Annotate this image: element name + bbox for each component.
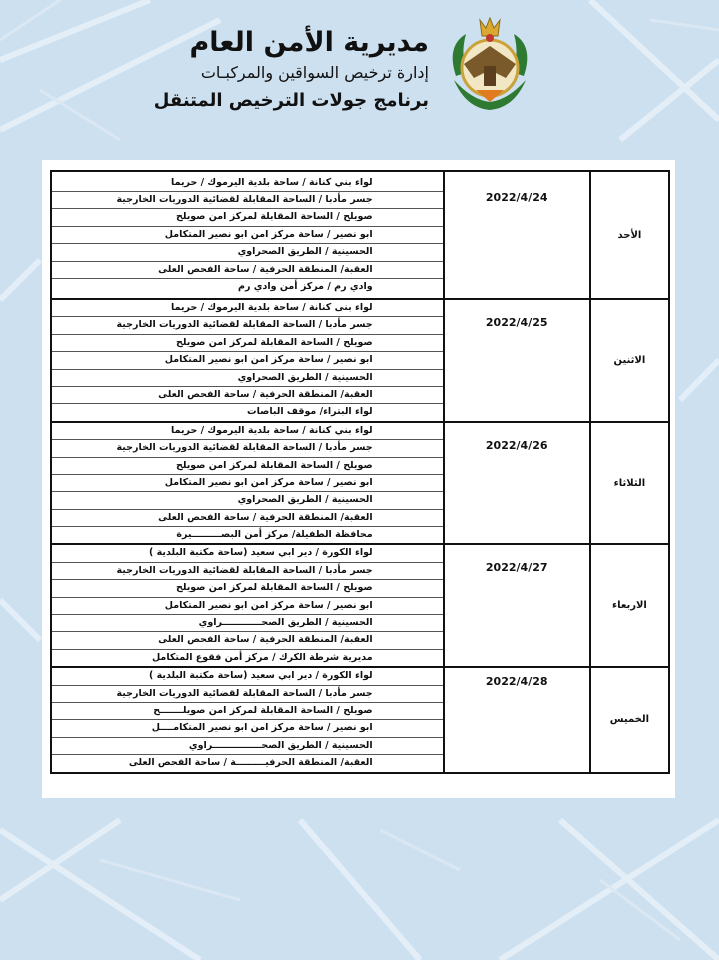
locations-cell <box>51 667 444 772</box>
location-item: مديرية شرطة الكرك / مركز أمن فقوع المتكامل <box>151 651 373 663</box>
date-label: 2022/4/24 <box>485 190 548 204</box>
location-item: العقبة/ المنطقة الحرفية / ساحة الفحص العلى <box>52 262 443 279</box>
schedule-row <box>51 667 669 772</box>
locations-cell <box>51 299 444 422</box>
directorate-title: مديرية الأمن العام <box>189 27 429 58</box>
day-cell <box>590 299 669 422</box>
location-item: صويلح / الساحة المقابلة لمركز امن صويلـــــــح <box>52 703 443 720</box>
location-item: العقبة/ المنطقة الحرفية / ساحة الفحص العلى <box>52 387 443 404</box>
location-item: لواء بني كنانة / ساحة بلدية اليرموك / حريما <box>52 423 443 440</box>
location-item: جسر مأدبا / الساحة المقابلة لقضائية الدوريات الخارجية <box>52 563 443 580</box>
day-label: الثلاثاء <box>613 477 646 489</box>
day-cell <box>590 171 669 299</box>
location-item: صويلح / الساحة المقابلة لمركز امن صويلح <box>52 458 443 475</box>
schedule-row <box>51 171 669 299</box>
location-item: صويلح / الساحة المقابلة لمركز امن صويلح <box>52 209 443 226</box>
location-item: صويلح / الساحة المقابلة لمركز امن صويلح <box>52 335 443 352</box>
location-item: الحسينية / الطريق الصحـــــــــــــــراوي <box>52 738 443 755</box>
locations-cell <box>51 422 444 545</box>
date-cell <box>444 544 590 667</box>
date-cell <box>444 422 590 545</box>
locations-cell <box>51 171 444 299</box>
date-cell <box>444 667 590 772</box>
location-item: لواء الكورة / دير ابي سعيد (ساحة مكتبة البلدية ) <box>52 545 443 562</box>
schedule-row <box>51 299 669 422</box>
day-label: الاربعاء <box>611 600 647 612</box>
department-subtitle: إدارة ترخيص السواقين والمركبـات <box>200 63 429 82</box>
location-item: جسر مأدبا / الساحة المقابلة لقضائية الدوريات الخارجية <box>52 686 443 703</box>
location-item: صويلح / الساحة المقابلة لمركز امن صويلح <box>52 580 443 597</box>
location-item: الحسينية / الطريق الصحراوي <box>52 244 443 261</box>
day-cell <box>590 667 669 772</box>
location-item: جسر مأدبا / الساحة المقابلة لقضائية الدوريات الخارجية <box>52 440 443 457</box>
day-cell <box>590 544 669 667</box>
location-item: وادي رم / مركز أمن وادي رم <box>238 280 373 292</box>
date-label: 2022/4/26 <box>485 438 548 452</box>
location-item: العقبة/ المنطقة الحرفية / ساحة الفحص العلى <box>52 510 443 527</box>
location-item: جسر مأدبا / الساحة المقابلة لقضائية الدوريات الخارجية <box>52 192 443 209</box>
schedule-row <box>51 544 669 667</box>
location-item: الحسينية / الطريق الصحراوي <box>52 492 443 509</box>
location-item: لواء بنى كنانة / ساحة بلدية اليرموك / حريما <box>52 300 443 317</box>
location-item: ابو نصير / ساحة مركز امن ابو نصير المتكامل <box>52 352 443 369</box>
public-security-emblem <box>446 16 534 112</box>
header <box>0 0 719 150</box>
schedule-table <box>50 170 670 774</box>
date-label: 2022/4/27 <box>485 561 548 575</box>
locations-cell <box>51 544 444 667</box>
location-item: ابو نصير / ساحة مركز امن ابو نصير المتكامل <box>52 227 443 244</box>
location-item: محافظة الطفيلة/ مركز أمن البصـــــــــيرة <box>176 529 373 541</box>
location-item: الحسينية / الطريق الصحراوي <box>52 370 443 387</box>
day-label: الخميس <box>609 714 650 726</box>
location-item: العقبة/ المنطقة الحرفيـــــــــة / ساحة الفحص العلى <box>128 757 373 769</box>
date-label: 2022/4/25 <box>485 315 548 329</box>
location-item: ابو نصير / ساحة مركز امن ابو نصير المتكامل <box>52 475 443 492</box>
location-item: ابو نصير / ساحة مركز امن ابو نصير المتكامــــل <box>52 720 443 737</box>
location-item: جسر مأدبا / الساحة المقابلة لقضائية الدوريات الخارجية <box>52 317 443 334</box>
location-item: العقبة/ المنطقة الحرفية / ساحة الفحص العلى <box>52 632 443 649</box>
location-item: لواء الكورة / دير ابي سعيد (ساحة مكتبة البلدية ) <box>52 668 443 685</box>
location-item: لواء بني كنانة / ساحة بلدية اليرموك / حريما <box>52 175 443 192</box>
location-item: ابو نصير / ساحة مركز امن ابو نصير المتكامل <box>52 598 443 615</box>
schedule-row <box>51 422 669 545</box>
program-subtitle: برنامج جولات الترخيص المتنقل <box>153 90 429 111</box>
day-cell <box>590 422 669 545</box>
date-cell <box>444 171 590 299</box>
day-label: الاثنين <box>613 354 646 366</box>
location-item: الحسينية / الطريق الصحــــــــــــراوي <box>52 615 443 632</box>
day-label: الأحد <box>617 229 642 241</box>
date-cell <box>444 299 590 422</box>
date-label: 2022/4/28 <box>485 675 548 689</box>
location-item: لواء البتراء/ موقف الباصات <box>247 406 373 418</box>
